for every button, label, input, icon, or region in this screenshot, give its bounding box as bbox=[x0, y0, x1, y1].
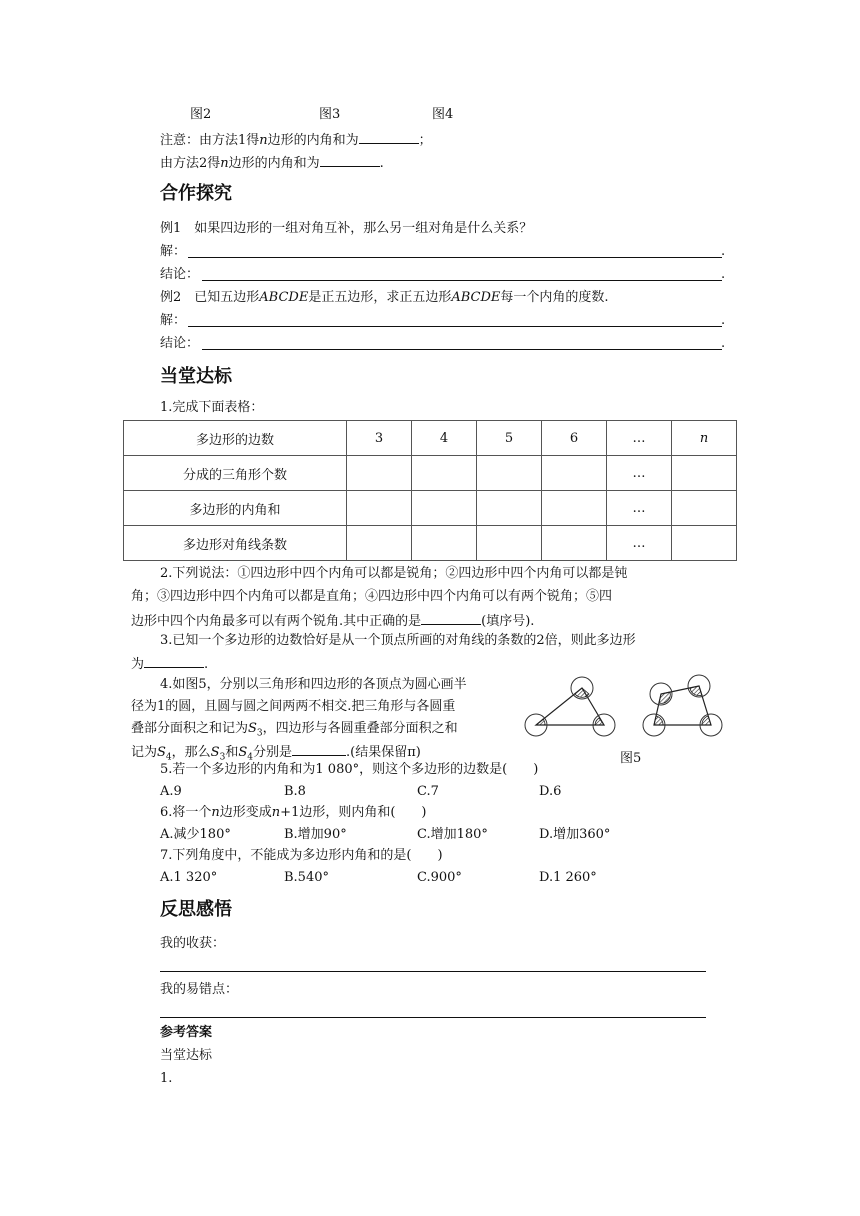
shaded-sector bbox=[575, 688, 589, 697]
table-row-label: 多边形的内角和 bbox=[124, 491, 347, 526]
note-line-1: 注意：由方法1得n边形的内角和为 ； bbox=[160, 133, 432, 148]
table-cell[interactable] bbox=[347, 456, 412, 491]
figure-5-diagram bbox=[518, 670, 738, 750]
answer-line[interactable] bbox=[202, 280, 722, 281]
q7-option-d[interactable]: D.1 260° bbox=[539, 870, 597, 885]
question-2-line-1: 2.下列说法：①四边形中四个内角可以都是锐角；②四边形中四个内角可以都是钝 bbox=[160, 566, 628, 581]
shaded-sector bbox=[536, 719, 545, 725]
section-heading-standard: 当堂达标 bbox=[160, 366, 232, 387]
section-heading-cooperate: 合作探究 bbox=[160, 183, 232, 204]
table-cell[interactable] bbox=[542, 526, 607, 561]
triangle-shape bbox=[536, 688, 604, 725]
table-cell[interactable] bbox=[477, 456, 542, 491]
question-1-intro: 1.完成下面表格： bbox=[160, 400, 264, 415]
period: . bbox=[721, 267, 726, 282]
table-row bbox=[124, 526, 737, 561]
shaded-sector bbox=[595, 718, 604, 725]
question-6: 6.将一个n边形变成n+1边形，则内角和( ) bbox=[160, 805, 427, 820]
solve-label: 解： bbox=[160, 313, 187, 328]
answer-line[interactable] bbox=[188, 326, 722, 327]
table-header-cell: … bbox=[607, 421, 672, 456]
table-cell[interactable] bbox=[347, 526, 412, 561]
reflect-mistakes-line[interactable] bbox=[160, 1017, 706, 1018]
question-2-line-3: 边形中四个内角最多可以有两个锐角.其中正确的是 (填序号). bbox=[131, 614, 535, 629]
question-3-line-2: 为 . bbox=[131, 657, 209, 672]
table-row-label: 多边形对角线条数 bbox=[124, 526, 347, 561]
q5-option-a[interactable]: A.9 bbox=[160, 784, 182, 799]
answers-item-1: 1. bbox=[160, 1071, 173, 1086]
q7-option-b[interactable]: B.540° bbox=[284, 870, 329, 885]
answer-blank[interactable] bbox=[144, 655, 204, 668]
reflect-mistakes-label: 我的易错点： bbox=[160, 982, 239, 997]
q5-option-d[interactable]: D.6 bbox=[539, 784, 562, 799]
table-cell[interactable] bbox=[672, 491, 737, 526]
table-cell[interactable] bbox=[477, 526, 542, 561]
q7-option-a[interactable]: A.1 320° bbox=[160, 870, 218, 885]
table-header-cell: 6 bbox=[542, 421, 607, 456]
table-cell[interactable] bbox=[412, 456, 477, 491]
question-2-line-2: 角；③四边形中四个内角可以都是直角；④四边形中四个内角可以有两个锐角；⑤四 bbox=[131, 589, 613, 604]
example-1: 例1 如果四边形的一组对角互补，那么另一组对角是什么关系？ bbox=[160, 221, 533, 236]
table-row bbox=[124, 456, 737, 491]
q6-option-b[interactable]: B.增加90° bbox=[284, 827, 347, 842]
figure-caption-4: 图4 bbox=[432, 107, 454, 122]
question-3-line-1: 3.已知一个多边形的边数恰好是从一个顶点所画的对角线的条数的2倍，则此多边形 bbox=[160, 633, 636, 648]
table-header-cell: 3 bbox=[347, 421, 412, 456]
answer-line[interactable] bbox=[202, 349, 722, 350]
table-cell[interactable] bbox=[347, 491, 412, 526]
figure-caption-2: 图2 bbox=[190, 107, 212, 122]
answer-blank[interactable] bbox=[421, 612, 481, 625]
table-row bbox=[124, 491, 737, 526]
period: . bbox=[721, 313, 726, 328]
table-header-row bbox=[124, 421, 737, 456]
q7-option-c[interactable]: C.900° bbox=[417, 870, 462, 885]
answer-blank[interactable] bbox=[292, 743, 346, 756]
quadrilateral-figure bbox=[643, 675, 722, 736]
solve-label: 解： bbox=[160, 244, 187, 259]
question-7: 7.下列角度中，不能成为多边形内角和的是( ) bbox=[160, 848, 443, 863]
q5-option-b[interactable]: B.8 bbox=[284, 784, 306, 799]
figure-caption-5: 图5 bbox=[620, 751, 642, 766]
table-cell[interactable] bbox=[412, 491, 477, 526]
table-cell[interactable] bbox=[477, 491, 542, 526]
conclusion-label: 结论： bbox=[160, 336, 200, 351]
table-cell-ellipsis: … bbox=[607, 526, 672, 561]
table-header-cell: 5 bbox=[477, 421, 542, 456]
reflect-gain-line[interactable] bbox=[160, 971, 706, 972]
question-4-line-3: 叠部分面积之和记为$S_3$，四边形与各圆重叠部分面积之和 bbox=[131, 721, 458, 739]
triangle-figure bbox=[525, 677, 615, 736]
question-4-line-2: 径为1的圆，且圆与圆之间两两不相交.把三角形与各圆重 bbox=[131, 699, 456, 714]
table-header-cell: 多边形的边数 bbox=[124, 421, 347, 456]
table-cell[interactable] bbox=[542, 491, 607, 526]
figure-caption-3: 图3 bbox=[319, 107, 341, 122]
q6-option-d[interactable]: D.增加360° bbox=[539, 827, 611, 842]
question-4-line-1: 4.如图5，分别以三角形和四边形的各顶点为圆心画半 bbox=[160, 677, 467, 692]
table-cell-ellipsis: … bbox=[607, 456, 672, 491]
answer-line[interactable] bbox=[188, 257, 722, 258]
q5-option-c[interactable]: C.7 bbox=[417, 784, 439, 799]
period: . bbox=[721, 336, 726, 351]
table-cell[interactable] bbox=[542, 456, 607, 491]
answers-subtitle: 当堂达标 bbox=[160, 1048, 213, 1063]
answer-blank[interactable] bbox=[320, 154, 380, 167]
table-cell[interactable] bbox=[672, 526, 737, 561]
q6-option-c[interactable]: C.增加180° bbox=[417, 827, 488, 842]
example-2: 例2 已知五边形ABCDE是正五边形，求正五边形ABCDE每一个内角的度数. bbox=[160, 290, 609, 305]
polygon-table bbox=[123, 420, 737, 561]
conclusion-label: 结论： bbox=[160, 267, 200, 282]
table-header-cell: n bbox=[672, 421, 737, 456]
question-4-line-4: 记为$S_4$，那么$S_3$和$S_4$分别是 .(结果保留π) bbox=[131, 745, 421, 763]
table-row-label: 分成的三角形个数 bbox=[124, 456, 347, 491]
quadrilateral-shape bbox=[654, 686, 711, 725]
period: . bbox=[721, 244, 726, 259]
table-cell[interactable] bbox=[412, 526, 477, 561]
question-5: 5.若一个多边形的内角和为1 080°，则这个多边形的边数是( ) bbox=[160, 762, 539, 777]
table-cell-ellipsis: … bbox=[607, 491, 672, 526]
section-heading-reflect: 反思感悟 bbox=[160, 899, 232, 920]
reflect-gain-label: 我的收获： bbox=[160, 936, 226, 951]
q6-option-a[interactable]: A.减少180° bbox=[160, 827, 231, 842]
answers-title: 参考答案 bbox=[160, 1025, 213, 1040]
answer-blank[interactable] bbox=[359, 131, 419, 144]
note-line-2: 由方法2得n边形的内角和为 . bbox=[160, 156, 384, 171]
table-cell[interactable] bbox=[672, 456, 737, 491]
table-header-cell: 4 bbox=[412, 421, 477, 456]
